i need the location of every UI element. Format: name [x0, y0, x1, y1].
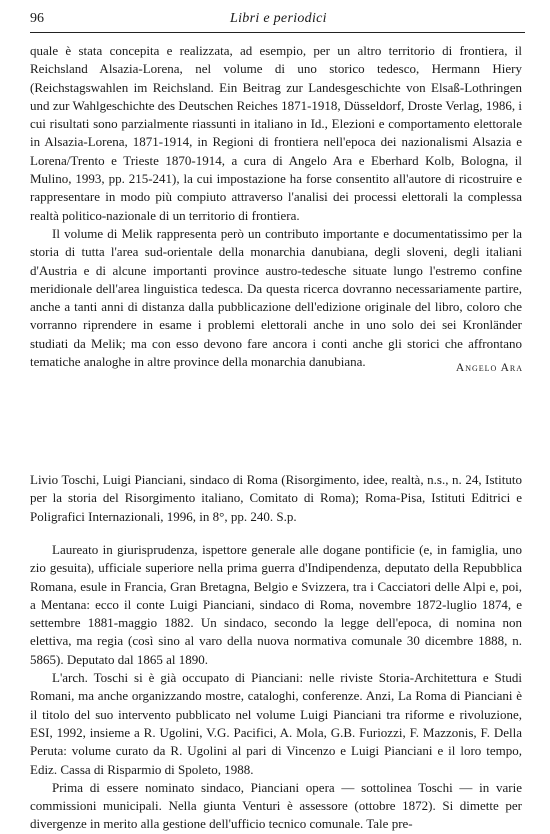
- review2-paragraph-1: Laureato in giurisprudenza, ispettore generale alle dogane pontificie (e, in famiglia, uno zio gesuita), ufficiale superiore nella prima guerra d'Indipendenza, deputato della Repubblica Romana, esule in Francia, Gran Bretagna, Belgio e Svizzera, tra i Cacciatori delle Alpi e, poi, a Mentana: ecco il conte Luigi Pianciani, sindaco di Roma, novembre 1872-luglio 1874, e settembre 1881-maggio 1882. Un sindaco, secondo la legge dell'epoca, di nomina non elettiva, ma regia (così sino al varo della nuova normativa comunale 30 dicembre 1888, n. 5865). Deputato dal 1865 al 1890.: [30, 542, 522, 667]
- review2-citation: Livio Toschi, Luigi Pianciani, sindaco di Roma (Risorgimento, idee, realtà, n.s., n. 24, Istituto per la storia del Risorgimento italiano, Comitato di Roma); Roma-Pisa, Istituti Editrici e Poligrafici Internazionali, 1996, in 8°, pp. 240. S.p.: [30, 472, 522, 524]
- running-title: Libri e periodici: [230, 11, 327, 26]
- review-angelo-ara: [30, 42, 522, 371]
- review1-author: Angelo Ara: [455, 362, 523, 374]
- review1-paragraph-2: Il volume di Melik rappresenta però un contributo importante e documentatissimo per la storia di tutta l'area sud-orientale della monarchia danubiana, degli sloveni, degli italiani d'Austria e di alcune importanti province austro-tedesche situate lungo l'estremo confine meridionale dell'area linguistica tedesca. Da questa ricerca dovranno necessariamente partire, anche a tanti anni di distanza dalla pubblicazione dell'edizione originale del libro, coloro che vorranno riprendere in esame i problemi elettorali anche in uno solo dei sei Kronländer studiati da Melik; ma con esso devono fare ancora i conti anche gli storici che affrontano tematiche analoghe in altre province della monarchia danubiana.: [30, 225, 522, 370]
- header-rule: [30, 32, 525, 33]
- review2-paragraph-3: Prima di essere nominato sindaco, Pianciani opera — sottolinea Toschi — in varie commissioni municipali. Nella giunta Venturi è assessore (ottobre 1872). Si dimette per divergenze in merito alla gestione dell'ufficio tecnico comunale. Tale pre-: [30, 779, 522, 832]
- review1-paragraph-1: quale è stata concepita e realizzata, ad esempio, per un altro territorio di frontiera, il Reichsland Alsazia-Lorena, nel volume di uno storico tedesco, Hermann Hiery (Reichstagswahlen im Reichsland. Ein Beitrag zur Landesgeschichte von Elsaß-Lothringen und zur Wahlgeschichte des Deutschen Reiches 1871-1918, Düsseldorf, Droste Verlag, 1986, i cui risultati sono parzialmente riassunti in italiano in Id., Elezioni e comportamento elettorale in Alsazia-Lorena, 1871-1914, in Regioni di frontiera nell'epoca dei nazionalismi Alsazia e Lorena/Trento e Trieste 1870-1914, a cura di Angelo Ara e Eberhard Kolb, Bologna, il Mulino, 1993, pp. 215-241), la cui impostazione ha forse consentito all'autore di ricostruire e rappresentare in modo più compiuto attraverso l'analisi dei processi elettorali la complessa realtà politico-nazionale di un territorio di frontiera.: [30, 43, 522, 223]
- page-number: 96: [30, 11, 44, 26]
- review-toschi: [30, 541, 522, 834]
- review2-paragraph-2: L'arch. Toschi si è già occupato di Pianciani: nelle riviste Storia-Architettura e Studi Romani, ma anche organizzando mostre, cataloghi, conferenze. Anzi, La Roma di Pianciani è il titolo del suo intervento pubblicato nel volume Luigi Pianciani tra riforme e rivoluzione, ESI, 1992, insieme a R. Ugolini, V.G. Pacifici, A. Mola, G.B. Furiozzi, F. Mazzonis, F. Della Peruta: volume curato da R. Ugolini al pari di Vincenzo e Luigi Pianciani e il loro tempo, Ediz. Cassa di Risparmio di Spoleto, 1988.: [30, 670, 522, 777]
